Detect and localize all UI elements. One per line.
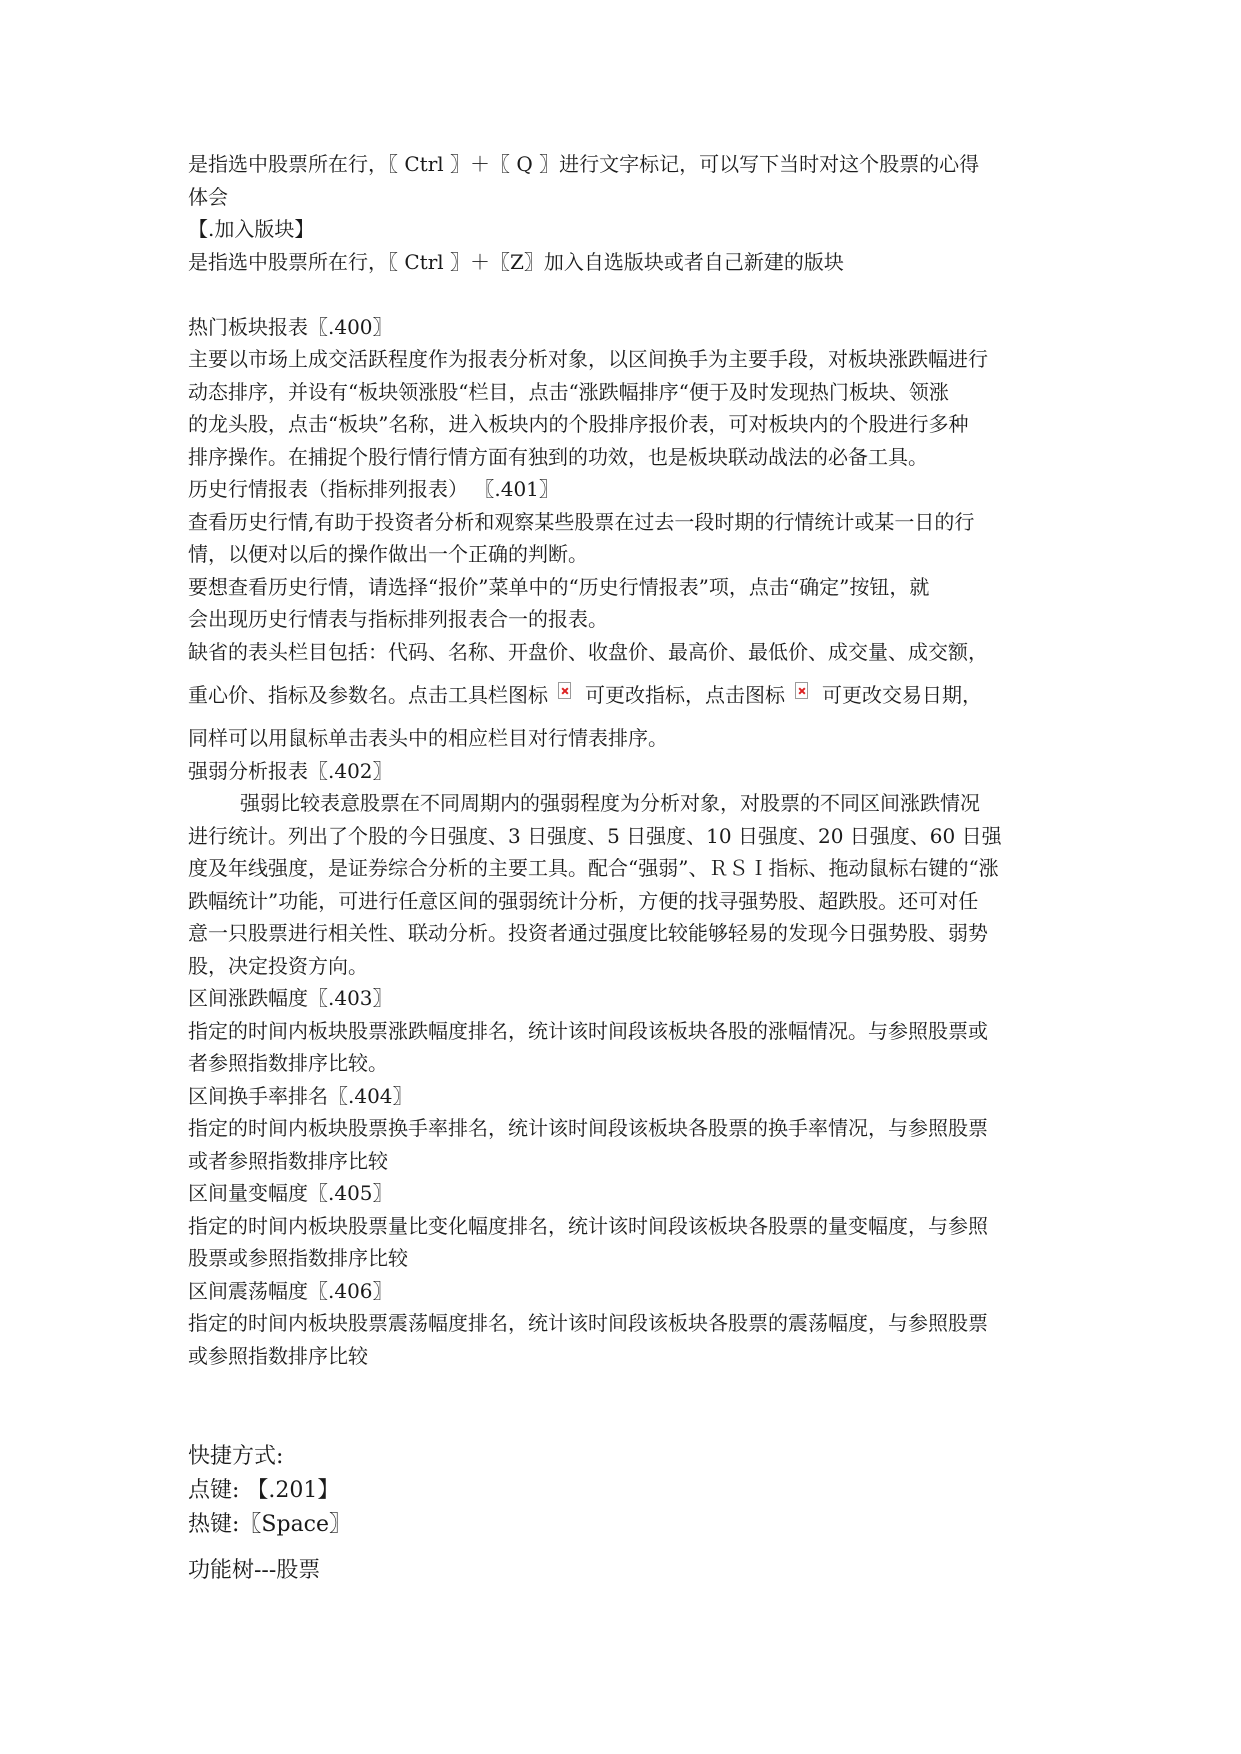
hot-key-line: 热键:〖Space〗	[188, 1512, 352, 1537]
text-line: 排序操作。在捕捉个股行情行情方面有独到的功效，也是板块联动战法的必备工具。	[188, 444, 928, 469]
text-line: 强弱比较表意股票在不同周期内的强弱程度为分析对象，对股票的不同区间涨跌情况	[240, 791, 980, 815]
text-line: 者参照指数排序比较。	[188, 1051, 388, 1075]
document-body	[188, 148, 1068, 1372]
text-line: 进行统计。列出了个股的今日强度、3 日强度、5 日强度、10 日强度、20 日强度、60 日强	[188, 823, 1002, 848]
text-line: 或参照指数排序比较	[188, 1343, 368, 1368]
shortcut-title: 快捷方式:	[188, 1444, 284, 1469]
text-line: 是指选中股票所在行，〖 Ctrl 〗＋〖Z〗加入自选版块或者自己新建的版块	[188, 249, 844, 274]
text-line: 指定的时间内板块股票震荡幅度排名，统计该时间段该板块各股票的震荡幅度，与参照股票	[188, 1311, 988, 1335]
text-line: 同样可以用鼠标单击表头中的相应栏目对行情表排序。	[188, 726, 668, 750]
text-line: 的龙头股，点击“板块”名称，进入板块内的个股排序报价表，可对板块内的个股进行多种	[188, 412, 969, 436]
text-line: 会出现历史行情表与指标排列报表合一的报表。	[188, 607, 608, 631]
text-segment: 重心价、指标及参数名。点击工具栏图标	[188, 683, 548, 707]
text-line-with-icons	[188, 668, 1068, 722]
section-heading: 区间涨跌幅度〖.403〗	[188, 986, 393, 1010]
text-line: 意一只股票进行相关性、联动分析。投资者通过强度比较能够轻易的发现今日强势股、弱势	[188, 921, 988, 945]
text-line: 主要以市场上成交活跃程度作为报表分析对象，以区间换手为主要手段，对板块涨跌幅进行	[188, 347, 988, 371]
text-segment: 可更改指标，点击图标	[585, 683, 785, 707]
section-heading: 热门板块报表〖.400〗	[188, 314, 393, 339]
blank-line	[188, 278, 1068, 311]
dot-key-line: 点键: 【.201】	[188, 1478, 340, 1503]
text-line: 股票或参照指数排序比较	[188, 1246, 408, 1270]
shortcut-block	[188, 1440, 351, 1542]
text-line: 是指选中股票所在行，〖 Ctrl 〗＋〖 Q 〗进行文字标记，可以写下当时对这个股票的心得	[188, 152, 980, 176]
text-line: 要想查看历史行情，请选择“报价”菜单中的“历史行情报表”项，点击“确定”按钮，就	[188, 574, 930, 599]
text-line: 股，决定投资方向。	[188, 953, 368, 978]
text-segment: 可更改交易日期，	[822, 683, 982, 707]
section-heading: 区间换手率排名〖.404〗	[188, 1083, 413, 1108]
text-line: 查看历史行情,有助于投资者分析和观察某些股票在过去一段时期的行情统计或某一日的行	[188, 509, 975, 534]
broken-image-icon	[558, 682, 571, 699]
broken-image-icon	[795, 682, 808, 699]
text-line: 动态排序，并设有“板块领涨股“栏目，点击“涨跌幅排序“便于及时发现热门板块、领涨	[188, 379, 949, 404]
section-heading: 区间量变幅度〖.405〗	[188, 1181, 393, 1205]
text-line: 指定的时间内板块股票涨跌幅度排名，统计该时间段该板块各股的涨幅情况。与参照股票或	[188, 1018, 988, 1043]
function-tree-label: 功能树---股票	[188, 1558, 321, 1583]
text-line: 度及年线强度，是证券综合分析的主要工具。配合“强弱”、ＲＳＩ指标、拖动鼠标右键的“涨	[188, 856, 999, 880]
section-heading: 【.加入版块】	[188, 217, 315, 241]
text-line: 情，以便对以后的操作做出一个正确的判断。	[188, 542, 588, 566]
section-heading: 区间震荡幅度〖.406〗	[188, 1278, 393, 1303]
text-line: 指定的时间内板块股票量比变化幅度排名，统计该时间段该板块各股票的量变幅度，与参照	[188, 1213, 988, 1238]
text-line: 体会	[188, 184, 228, 209]
text-line: 指定的时间内板块股票换手率排名，统计该时间段该板块各股票的换手率情况，与参照股票	[188, 1116, 988, 1140]
text-line: 缺省的表头栏目包括：代码、名称、开盘价、收盘价、最高价、最低价、成交量、成交额，	[188, 639, 988, 664]
text-line: 或者参照指数排序比较	[188, 1148, 388, 1173]
section-heading: 强弱分析报表〖.402〗	[188, 758, 393, 783]
text-line: 跌幅统计”功能，可进行任意区间的强弱统计分析，方便的找寻强势股、超跌股。还可对任	[188, 888, 979, 913]
section-heading: 历史行情报表（指标排列报表） 〖.401〗	[188, 477, 559, 501]
